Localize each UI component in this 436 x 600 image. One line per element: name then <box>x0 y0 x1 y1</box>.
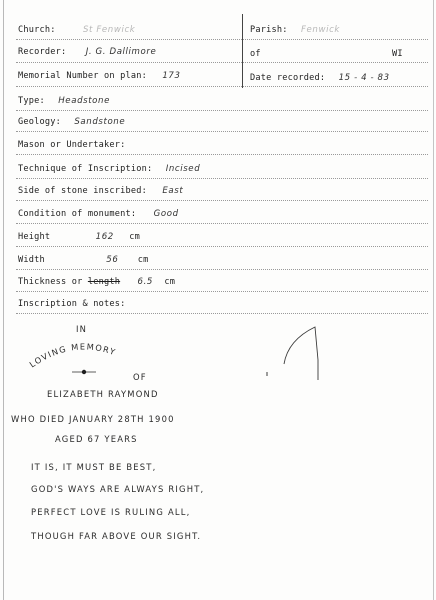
recorder-of-value: WI <box>392 49 403 59</box>
church-label: Church: <box>18 25 56 35</box>
church-value: St Fenwick <box>83 25 136 35</box>
inscription-verse-4: THOUGH FAR ABOVE OUR SIGHT. <box>31 531 202 541</box>
geology-value: Sandstone <box>74 117 126 127</box>
inscription-line-in: IN <box>76 324 88 334</box>
width-label: Width <box>18 255 45 265</box>
recorder-label: Recorder: <box>18 47 67 57</box>
width-value: 56 <box>106 255 119 265</box>
mason-label: Mason or Undertaker: <box>18 140 126 150</box>
ornament-icon <box>72 370 96 374</box>
recorder-value: J. G. Dallimore <box>85 47 157 57</box>
height-value: 162 <box>95 232 114 242</box>
length-label-struck: length <box>87 277 121 287</box>
technique-value: Incised <box>165 164 201 174</box>
recorder-of-label: of <box>250 49 261 59</box>
inscription-line-aged: AGED 67 YEARS <box>55 434 138 444</box>
memorial-value: 173 <box>162 71 181 81</box>
technique-label: Technique of Inscription: <box>18 164 153 174</box>
inscription-line-loving-memory: LOVING MEMORY <box>27 341 118 370</box>
headstone-outline-sketch <box>284 327 318 380</box>
condition-label: Condition of monument: <box>18 209 137 219</box>
type-label: Type: <box>18 96 45 106</box>
inscription-verse-1: IT IS, IT MUST BE BEST, <box>31 462 157 472</box>
date-value: 15 - 4 - 83 <box>338 73 390 83</box>
inscription-label: Inscription & notes: <box>18 299 126 309</box>
type-value: Headstone <box>58 96 110 106</box>
height-unit: cm <box>129 232 140 242</box>
inscription-verse-2: GOD'S WAYS ARE ALWAYS RIGHT, <box>31 484 205 494</box>
memorial-label: Memorial Number on plan: <box>18 71 147 81</box>
inscription-line-name: ELIZABETH RAYMOND <box>47 389 159 399</box>
height-label: Height <box>18 232 51 242</box>
inscription-verse-3: PERFECT LOVE IS RULING ALL, <box>31 507 191 517</box>
condition-value: Good <box>153 209 179 219</box>
thickness-unit: cm <box>164 277 176 287</box>
parish-label: Parish: <box>250 25 288 35</box>
side-label: Side of stone inscribed: <box>18 186 147 196</box>
side-value: East <box>162 186 184 196</box>
inscription-line-died: WHO DIED JANUARY 28TH 1900 <box>11 414 175 424</box>
parish-value: Fenwick <box>301 25 340 35</box>
date-label: Date recorded: <box>250 73 326 83</box>
inscription-line-of: OF <box>133 372 147 382</box>
geology-label: Geology: <box>18 117 61 127</box>
width-unit: cm <box>137 255 149 265</box>
thickness-value: 6.5 <box>137 277 153 287</box>
thickness-label: Thickness or <box>18 277 83 287</box>
